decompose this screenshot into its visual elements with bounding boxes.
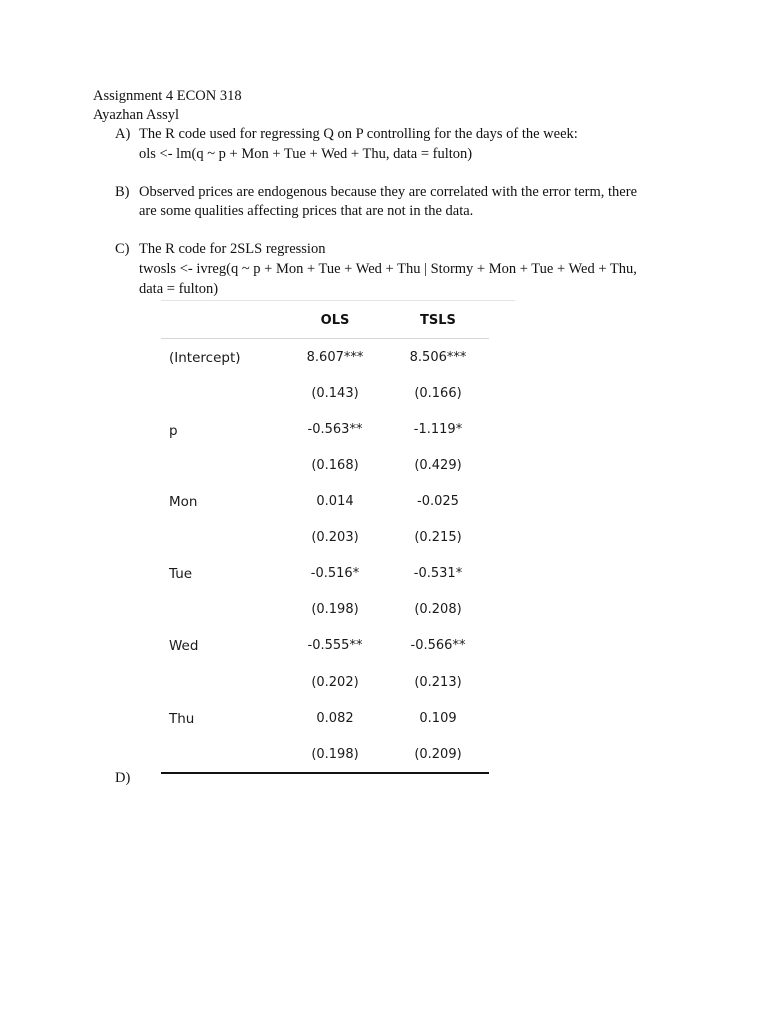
section-c-code-line2: data = fulton) (139, 281, 219, 297)
section-c-code-line1: twosls <- ivreg(q ~ p + Mon + Tue + Wed + Thu | Stormy + Mon + Tue + Wed + Thu, (139, 261, 637, 277)
cell-thu-ols: 0.082 (316, 711, 354, 726)
section-a-code: ols <- lm(q ~ p + Mon + Tue + Wed + Thu, data = fulton) (139, 146, 473, 162)
cell-mon-ols-se: (0.203) (311, 530, 359, 545)
document-title: Assignment 4 ECON 318 (93, 88, 242, 104)
cell-p-ols: -0.563** (307, 422, 363, 437)
section-c-text: The R code for 2SLS regression (139, 241, 326, 257)
cell-p-tsls: -1.119* (413, 422, 463, 437)
section-c-marker: C) (115, 241, 130, 257)
table-bottom-rule (161, 772, 489, 774)
cell-p-tsls-se: (0.429) (414, 458, 462, 473)
row-label-intercept: (Intercept) (169, 350, 241, 366)
author-name: Ayazhan Assyl (93, 107, 180, 123)
cell-thu-tsls-se: (0.209) (414, 747, 462, 762)
row-label-wed: Wed (169, 638, 199, 654)
cell-intercept-ols-se: (0.143) (311, 386, 359, 401)
row-label-tue: Tue (169, 566, 193, 582)
column-header-ols: OLS (320, 313, 350, 328)
section-b-marker: B) (115, 184, 130, 200)
cell-intercept-tsls: 8.506*** (409, 350, 467, 365)
section-b-text-line2: are some qualities affecting prices that are not in the data. (139, 203, 474, 219)
cell-wed-tsls: -0.566** (410, 638, 466, 653)
cell-tue-tsls-se: (0.208) (414, 602, 462, 617)
column-header-tsls: TSLS (420, 313, 456, 328)
cell-p-ols-se: (0.168) (311, 458, 359, 473)
section-a-marker: A) (115, 126, 131, 142)
row-label-thu: Thu (169, 711, 195, 727)
cell-tue-tsls: -0.531* (413, 566, 463, 581)
section-a-text: The R code used for regressing Q on P controlling for the days of the week: (139, 126, 578, 142)
cell-tue-ols: -0.516* (310, 566, 360, 581)
cell-wed-ols-se: (0.202) (311, 675, 359, 690)
cell-thu-tsls: 0.109 (419, 711, 457, 726)
table-header-rule (161, 338, 489, 339)
cell-wed-ols: -0.555** (307, 638, 363, 653)
cell-wed-tsls-se: (0.213) (414, 675, 462, 690)
cell-intercept-ols: 8.607*** (306, 350, 364, 365)
cell-mon-tsls-se: (0.215) (414, 530, 462, 545)
row-label-mon: Mon (169, 494, 198, 510)
cell-tue-ols-se: (0.198) (311, 602, 359, 617)
section-b-text-line1: Observed prices are endogenous because they are correlated with the error term, there (139, 184, 637, 200)
cell-mon-ols: 0.014 (316, 494, 354, 509)
cell-thu-ols-se: (0.198) (311, 747, 359, 762)
section-d-marker: D) (115, 770, 131, 786)
cell-mon-tsls: -0.025 (417, 494, 459, 509)
row-label-p: p (169, 423, 178, 439)
table-top-rule (161, 300, 515, 301)
cell-intercept-tsls-se: (0.166) (414, 386, 462, 401)
